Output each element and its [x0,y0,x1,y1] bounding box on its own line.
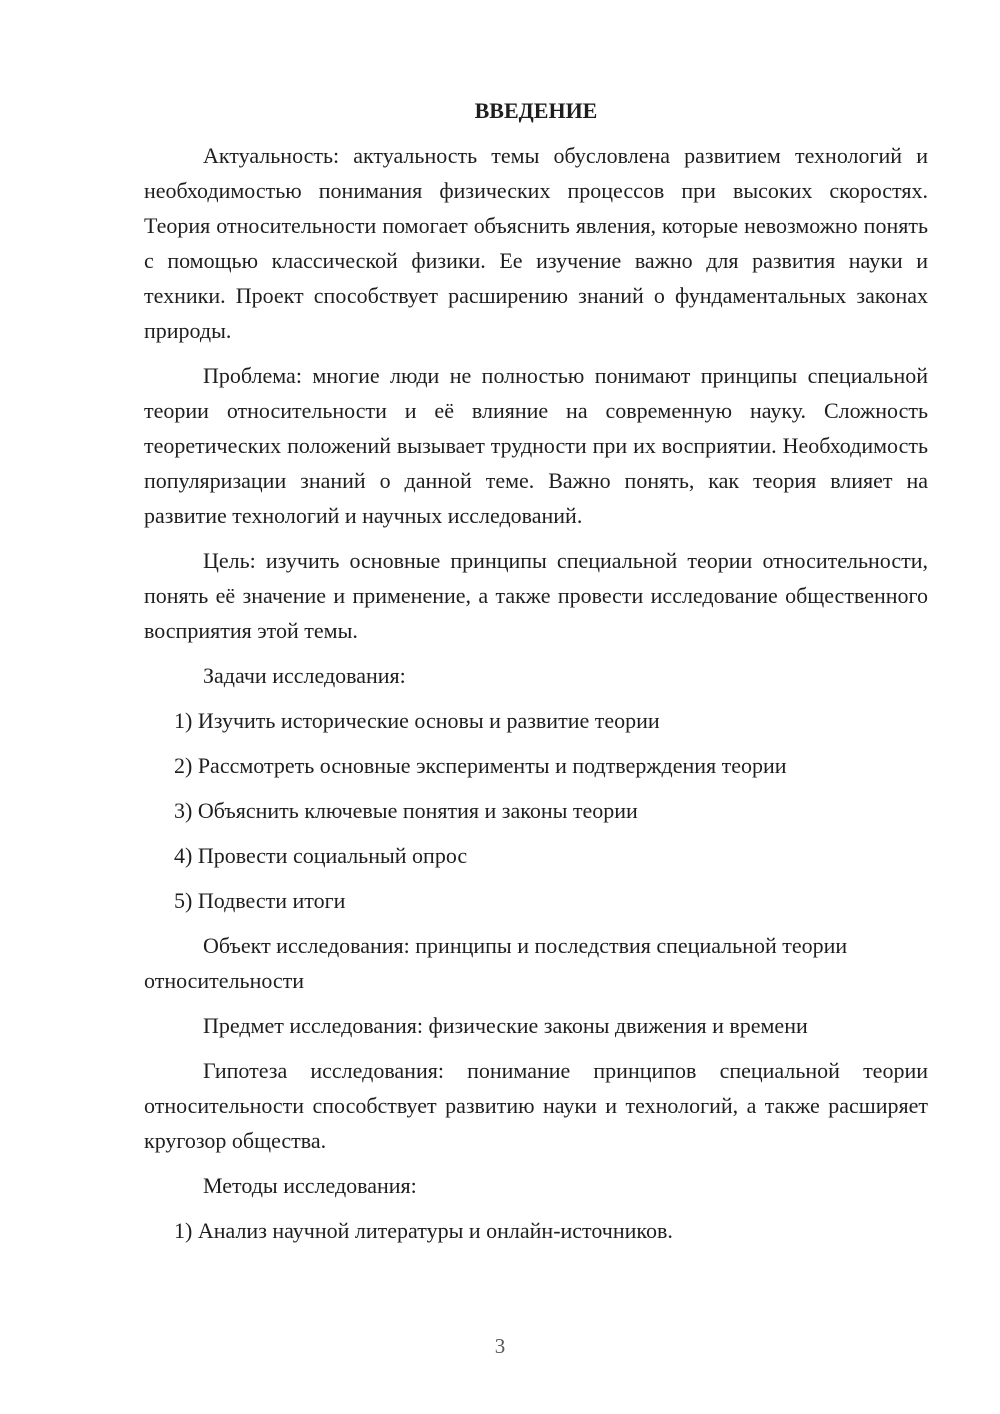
list-item-task-3: 3) Объяснить ключевые понятия и законы теории [174,798,638,823]
paragraph-hypothesis: Гипотеза исследования: понимание принципов специальной теории относительности способствует развитию науки и технологий, а также расширяет кругозор общества. [144,1058,928,1153]
list-item-task-2: 2) Рассмотреть основные эксперименты и подтверждения теории [174,753,787,778]
paragraph-object: Объект исследования: принципы и последствия специальной теории относительности [144,933,848,993]
paragraph-subject: Предмет исследования: физические законы движения и времени [203,1013,808,1038]
list-item-task-1: 1) Изучить исторические основы и развитие теории [174,708,660,733]
section-title: ВВЕДЕНИЕ [474,98,598,123]
page-number: 3 [494,1334,506,1358]
methods-list [144,1213,928,1248]
paragraph-problem: Проблема: многие люди не полностью понимают принципы специальной теории относительности и её влияние на современную науку. Сложность теоретических положений вызывает трудности при их восприятии. Необходимость популяризации знаний о данной теме. Важно понять, как теория влияет на развитие технологий и научных исследований. [144,363,928,528]
paragraph-relevance: Актуальность: актуальность темы обусловлена развитием технологий и необходимостью понимания физических процессов при высоких скоростях. Теория относительности помогает объяснить явления, которые невозможно понять с помощью классической физики. Ее изучение важно для развития науки и техники. Проект способствует расширению знаний о фундаментальных законах природы. [144,143,928,343]
list-item-method-1: 1) Анализ научной литературы и онлайн-источников. [174,1218,673,1243]
methods-heading: Методы исследования: [203,1173,417,1198]
list-item-task-5: 5) Подвести итоги [174,888,346,913]
document-page [144,96,928,1258]
tasks-heading: Задачи исследования: [203,663,406,688]
tasks-list [144,703,928,918]
paragraph-goal: Цель: изучить основные принципы специальной теории относительности, понять её значение и применение, а также провести исследование общественного восприятия этой темы. [144,548,928,643]
list-item-task-4: 4) Провести социальный опрос [174,843,468,868]
